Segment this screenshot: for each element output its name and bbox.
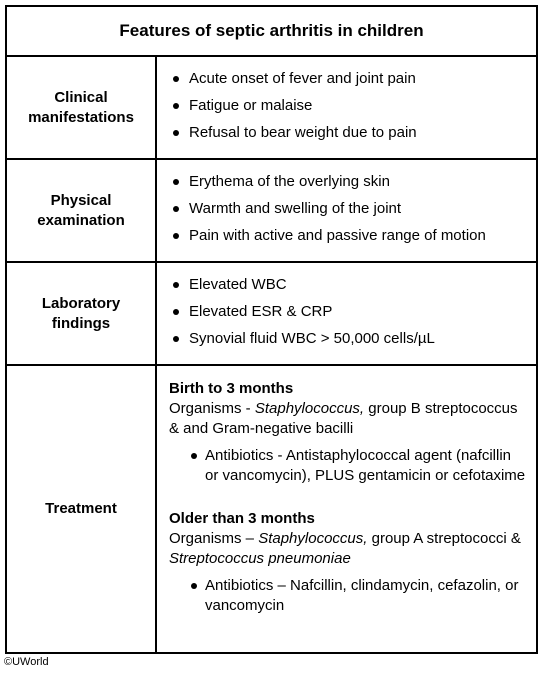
organisms-text bbox=[169, 399, 526, 439]
bullet-list bbox=[157, 160, 536, 253]
organisms-italic-2: Streptococcus pneumoniae bbox=[169, 550, 351, 567]
row-label: Physical examination bbox=[7, 160, 157, 261]
bullet-dot bbox=[191, 583, 197, 589]
organisms-rest: group B streptococcus & and Gram-negative bacilli bbox=[169, 400, 518, 437]
list-item: Warmth and swelling of the joint bbox=[171, 199, 536, 226]
treatment-group-heading: Older than 3 months bbox=[169, 510, 315, 527]
antibiotics-text: Antibiotics – Nafcillin, clindamycin, cefazolin, or vancomycin bbox=[205, 577, 519, 614]
treatment-group-heading: Birth to 3 months bbox=[169, 380, 294, 397]
list-item: Pain with active and passive range of motion bbox=[171, 226, 536, 253]
row-label: Laboratory findings bbox=[7, 263, 157, 364]
copyright-footer: ©UWorld bbox=[4, 656, 49, 668]
list-item: Elevated ESR & CRP bbox=[171, 302, 536, 329]
organisms-prefix: Organisms – bbox=[169, 530, 259, 547]
list-item: Synovial fluid WBC > 50,000 cells/µL bbox=[171, 329, 536, 356]
antibiotics-item bbox=[169, 576, 526, 616]
list-item: Elevated WBC bbox=[171, 275, 536, 302]
bullet-list bbox=[157, 57, 536, 150]
row-content bbox=[157, 263, 536, 364]
row-laboratory-findings bbox=[7, 263, 536, 366]
list-item: Erythema of the overlying skin bbox=[171, 172, 536, 199]
organisms-italic: Staphylococcus, bbox=[254, 400, 365, 417]
row-label: Treatment bbox=[7, 366, 157, 652]
row-clinical-manifestations bbox=[7, 57, 536, 160]
list-item: Refusal to bear weight due to pain bbox=[171, 123, 536, 150]
organisms-rest: group A streptococci & bbox=[367, 530, 521, 547]
organisms-italic: Staphylococcus, bbox=[258, 530, 368, 547]
organisms-text bbox=[169, 529, 526, 569]
bullet-dot bbox=[191, 453, 197, 459]
row-content bbox=[157, 57, 536, 158]
table-title: Features of septic arthritis in children bbox=[7, 7, 536, 57]
antibiotics-item bbox=[169, 446, 526, 486]
treatment-content bbox=[157, 366, 536, 652]
features-table bbox=[5, 5, 538, 654]
row-label: Clinical manifestations bbox=[7, 57, 157, 158]
row-physical-examination bbox=[7, 160, 536, 263]
row-content bbox=[157, 160, 536, 261]
antibiotics-text: Antibiotics - Antistaphylococcal agent (nafcillin or vancomycin), PLUS gentamicin or cefotaxime bbox=[205, 447, 526, 484]
list-item: Acute onset of fever and joint pain bbox=[171, 69, 536, 96]
list-item: Fatigue or malaise bbox=[171, 96, 536, 123]
row-treatment bbox=[7, 366, 536, 652]
organisms-prefix: Organisms - bbox=[169, 400, 255, 417]
bullet-list bbox=[157, 263, 536, 356]
